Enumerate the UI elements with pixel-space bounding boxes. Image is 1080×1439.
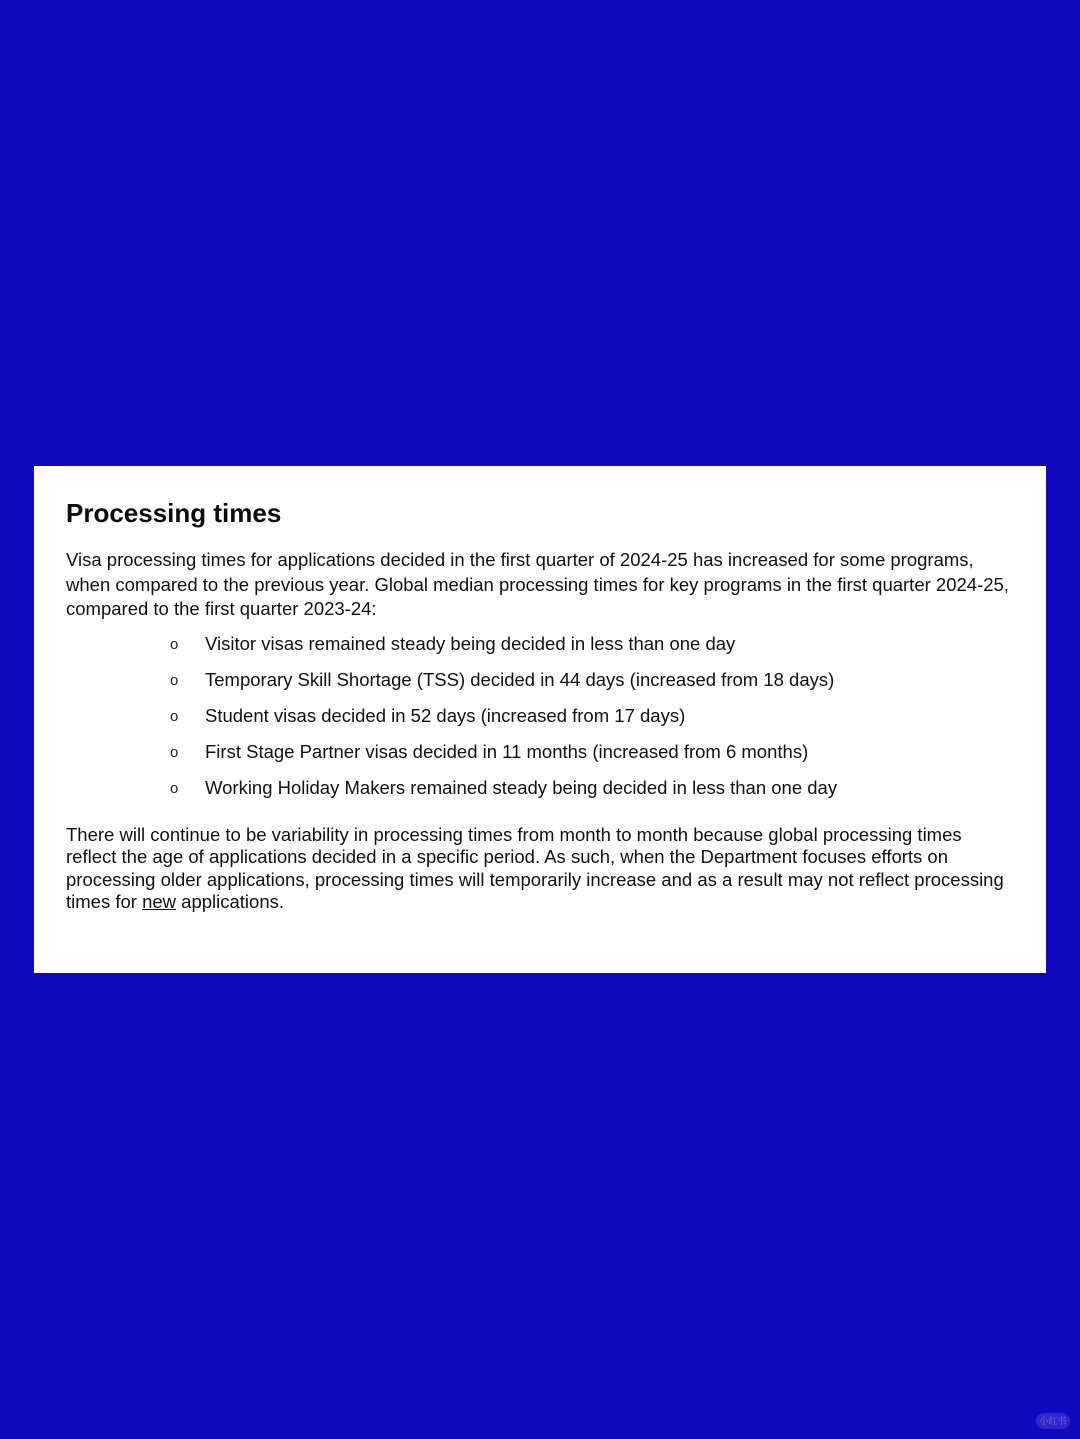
bullet-icon: o (170, 671, 179, 689)
page-title: Processing times (66, 498, 282, 528)
document-card (34, 466, 1046, 973)
bullet-icon: o (170, 743, 179, 761)
processing-times-list (66, 632, 1014, 800)
bullet-icon: o (170, 635, 179, 653)
closing-paragraph (66, 824, 1014, 914)
underlined-word: new (142, 891, 177, 912)
list-item (170, 632, 1014, 656)
list-item (170, 704, 1014, 728)
bullet-icon: o (170, 707, 179, 725)
intro-paragraph: Visa processing times for applications decided in the first quarter of 2024-25 has increased for some programs, when compared to the previous year. Global median processing times for key programs in the first quarter 2024-25, compared to the first quarter 2023-24: (66, 549, 1009, 619)
watermark-logo: 小红书 (1036, 1413, 1070, 1429)
list-item-text: Visitor visas remained steady being decided in less than one day (205, 632, 736, 654)
list-item-text: Working Holiday Makers remained steady being decided in less than one day (205, 776, 838, 798)
bullet-icon: o (170, 779, 179, 797)
closing-text: There will continue to be variability in processing times from month to month because global processing times reflect the age of applications decided in a specific period. As such, when the Department focuses efforts on processing older applications, processing times will temporarily increase and as a result may not reflect processing times for (66, 823, 1004, 912)
list-item (170, 668, 1014, 692)
list-item-text: Temporary Skill Shortage (TSS) decided in 44 days (increased from 18 days) (205, 668, 835, 690)
list-item-text: Student visas decided in 52 days (increased from 17 days) (205, 704, 686, 726)
list-item-text: First Stage Partner visas decided in 11 months (increased from 6 months) (205, 740, 809, 762)
list-item (170, 740, 1014, 764)
closing-text-end: applications. (176, 891, 285, 912)
list-item (170, 776, 1014, 800)
